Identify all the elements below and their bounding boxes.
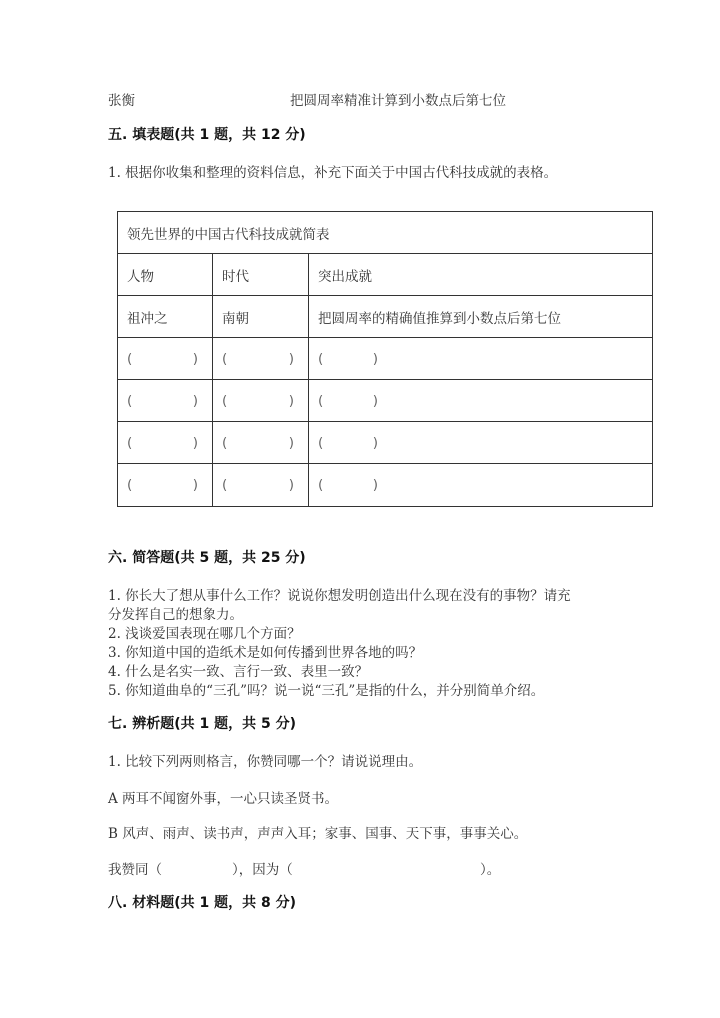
answer-prefix: 我赞同（ (108, 862, 162, 878)
section6-q5: 5. 你知道曲阜的“三孔”吗？说一说“三孔”是指的什么，并分别简单介绍。 (108, 683, 545, 699)
blank-cell[interactable]: ( ) (118, 380, 213, 422)
top-line-name: 张衡 (108, 93, 135, 109)
top-line-achievement: 把圆周率精准计算到小数点后第七位 (290, 93, 506, 109)
blank-cell[interactable]: ( ) (118, 338, 213, 380)
section7-option-b: B 风声、雨声、读书声，声声入耳；家事、国事、天下事，事事关心。 (108, 826, 528, 842)
table-row (118, 422, 653, 464)
section7-title: 七. 辨析题(共 1 题，共 5 分) (108, 716, 296, 732)
blank-cell[interactable]: ( ) (213, 380, 309, 422)
section6-q4: 4. 什么是名实一致、言行一致、表里一致？ (108, 664, 369, 680)
section6-q3: 3. 你知道中国的造纸术是如何传播到世界各地的吗？ (108, 645, 423, 661)
section8-title: 八. 材料题(共 1 题，共 8 分) (108, 895, 296, 911)
blank-cell[interactable]: ( ) (118, 422, 213, 464)
cell-achievement: 把圆周率的精确值推算到小数点后第七位 (309, 296, 653, 338)
section5-title: 五. 填表题(共 1 题，共 12 分) (108, 127, 306, 143)
table-row (118, 464, 653, 507)
header-achievement: 突出成就 (309, 254, 653, 296)
section7-option-a: A 两耳不闻窗外事，一心只读圣贤书。 (108, 791, 339, 807)
blank-cell[interactable]: ( ) (309, 422, 653, 464)
section5-question: 1. 根据你收集和整理的资料信息，补充下面关于中国古代科技成就的表格。 (108, 165, 558, 181)
table-caption: 领先世界的中国古代科技成就简表 (118, 212, 653, 254)
blank-cell[interactable]: ( ) (309, 380, 653, 422)
table-row (118, 380, 653, 422)
section6-q2: 2. 浅谈爱国表现在哪几个方面？ (108, 626, 301, 642)
section6-q1-line2: 分发挥自己的想象力。 (108, 607, 243, 623)
blank-cell[interactable]: ( ) (213, 422, 309, 464)
section6-q1-line1: 1. 你长大了想从事什么工作？说说你想发明创造出什么现在没有的事物？请充 (108, 588, 571, 604)
blank-cell[interactable]: ( ) (213, 338, 309, 380)
answer-suffix: ）。 (480, 862, 501, 878)
section7-question: 1. 比较下列两则格言，你赞同哪一个？请说说理由。 (108, 754, 423, 770)
cell-person: 祖冲之 (118, 296, 213, 338)
reason-blank[interactable] (310, 858, 480, 876)
blank-cell[interactable]: ( ) (213, 464, 309, 507)
answer-middle: ），因为（ (232, 862, 293, 878)
blank-cell[interactable]: ( ) (309, 464, 653, 507)
cell-era: 南朝 (213, 296, 309, 338)
achievement-table (117, 211, 653, 507)
table-row (118, 338, 653, 380)
blank-cell[interactable]: ( ) (118, 464, 213, 507)
header-person: 人物 (118, 254, 213, 296)
section6-title: 六. 简答题(共 5 题，共 25 分) (108, 550, 306, 566)
blank-cell[interactable]: ( ) (309, 338, 653, 380)
header-era: 时代 (213, 254, 309, 296)
